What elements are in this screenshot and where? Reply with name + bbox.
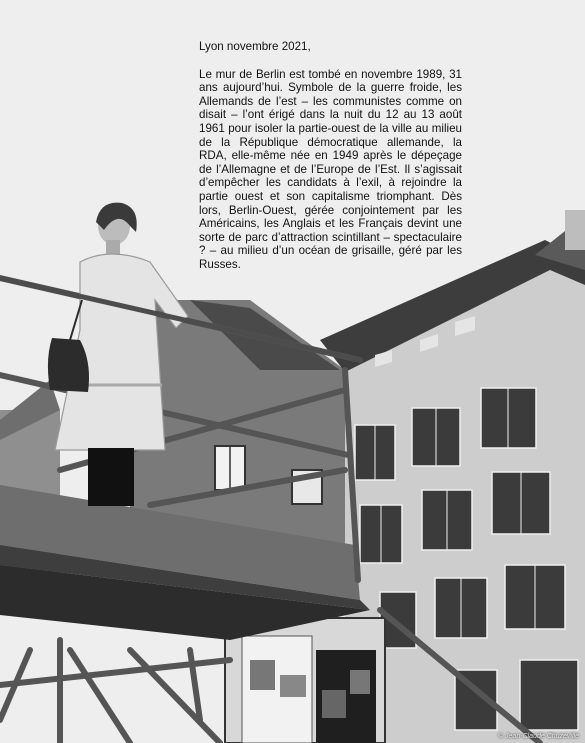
letter-body: Le mur de Berlin est tombé en novembre 1989, 31 ans aujourd’hui. Symbole de la guerre froide, les Allemands de l’est – les communistes comme on disait – l’ont érigé dans la nuit du 12 au 13 août 1961 pour isoler la partie-ouest de la ville au milieu de la République démocratique allemande, la RDA, elle-même née en 1949 après le dépeçage de l’Allemagne et de l’Europe de l’Est. Il s’agissait d’empêcher les candidats à l’exil, à rejoindre la partie ouest et son capitalisme triomphant. Dès lors, Berlin-Ouest, gérée conjointement par les Américains, les Anglais et les Français devint une sorte de parc d’attraction scintillant – spectaculaire ? – au milieu d’un océan de grisaille, géré par les Russes. xyxy=(199,67,462,271)
letter-text xyxy=(199,40,462,272)
trousers xyxy=(88,448,134,506)
handbag xyxy=(48,338,89,392)
letter-heading: Lyon novembre 2021, xyxy=(199,40,311,53)
photo-credit: © Jean-Claude Chuzeville xyxy=(497,733,579,740)
